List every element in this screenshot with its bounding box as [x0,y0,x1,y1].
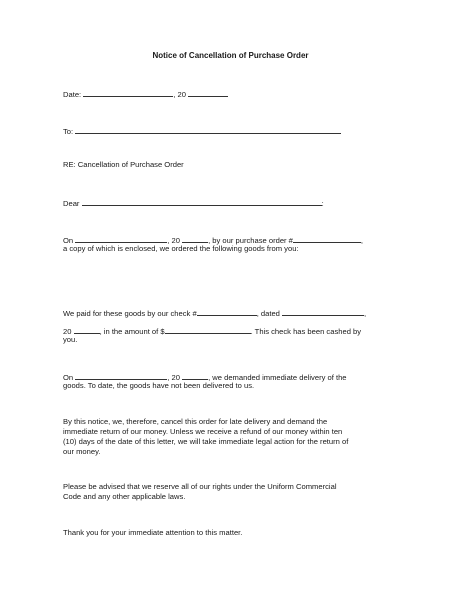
p6-line: Thank you for your immediate attention to this matter. [63,528,243,537]
p2-year-blank[interactable] [74,325,100,334]
p3-demand-text: , we demanded immediate delivery of the [208,373,347,382]
p2-check-label: We paid for these goods by our check # [63,309,197,318]
p1-date-blank[interactable] [75,234,167,243]
p1-po-blank[interactable] [293,234,364,245]
date-blank[interactable] [83,88,173,97]
p2-check-blank[interactable] [197,307,257,316]
dear-blank[interactable] [82,197,322,206]
date-line [63,88,228,101]
dear-end: : [321,199,324,208]
p4-line1: By this notice, we, therefore, cancel this order for late delivery and demand the [63,417,328,426]
p2-dated-blank[interactable] [282,307,367,318]
document-title: Notice of Cancellation of Purchase Order [152,51,309,60]
p2-end: , [364,309,367,318]
p3-year-blank[interactable] [182,371,208,380]
to-blank[interactable] [75,125,341,134]
to-line [63,125,341,138]
p2-cashed-text: . This check has been cashed by [250,327,362,336]
date-year-label: , 20 [173,90,186,99]
p4-line2: immediate return of our money. Unless we receive a refund of our money within ten [63,427,343,436]
p4-line3: (10) days of the date of this letter, we will take immediate legal action for the return of [63,437,349,446]
p2-dated-label: , dated [256,309,280,318]
p2-line3: you. [63,335,78,344]
p2-line1 [63,307,366,320]
p1-line2: a copy of which is enclosed, we ordered the following goods from you: [63,244,299,253]
p1-end: , [360,236,364,245]
p1-po-label: , by our purchase order # [208,236,293,245]
p2-year-label: 20 [63,327,72,336]
dear-label: Dear [63,199,80,208]
p3-year-label: , 20 [167,373,180,382]
p3-line2: goods. To date, the goods have not been delivered to us. [63,381,255,390]
dear-line [63,197,324,210]
p5-line2: Code and any other applicable laws. [63,492,186,501]
to-label: To: [63,127,74,136]
p1-year-label: , 20 [167,236,180,245]
p1-on: On [63,236,74,245]
p2-line2 [63,325,361,338]
p1-year-blank[interactable] [182,234,208,243]
re-line: RE: Cancellation of Purchase Order [63,160,184,169]
p5-line1: Please be advised that we reserve all of our rights under the Uniform Commercial [63,482,337,491]
p4-line4: our money. [63,447,101,456]
p2-amount-label: , in the amount of $ [99,327,165,336]
date-label: Date: [63,90,82,99]
p3-on: On [63,373,74,382]
p3-date-blank[interactable] [75,371,167,380]
p2-amount-blank[interactable] [165,325,251,334]
date-year-blank[interactable] [188,88,228,97]
